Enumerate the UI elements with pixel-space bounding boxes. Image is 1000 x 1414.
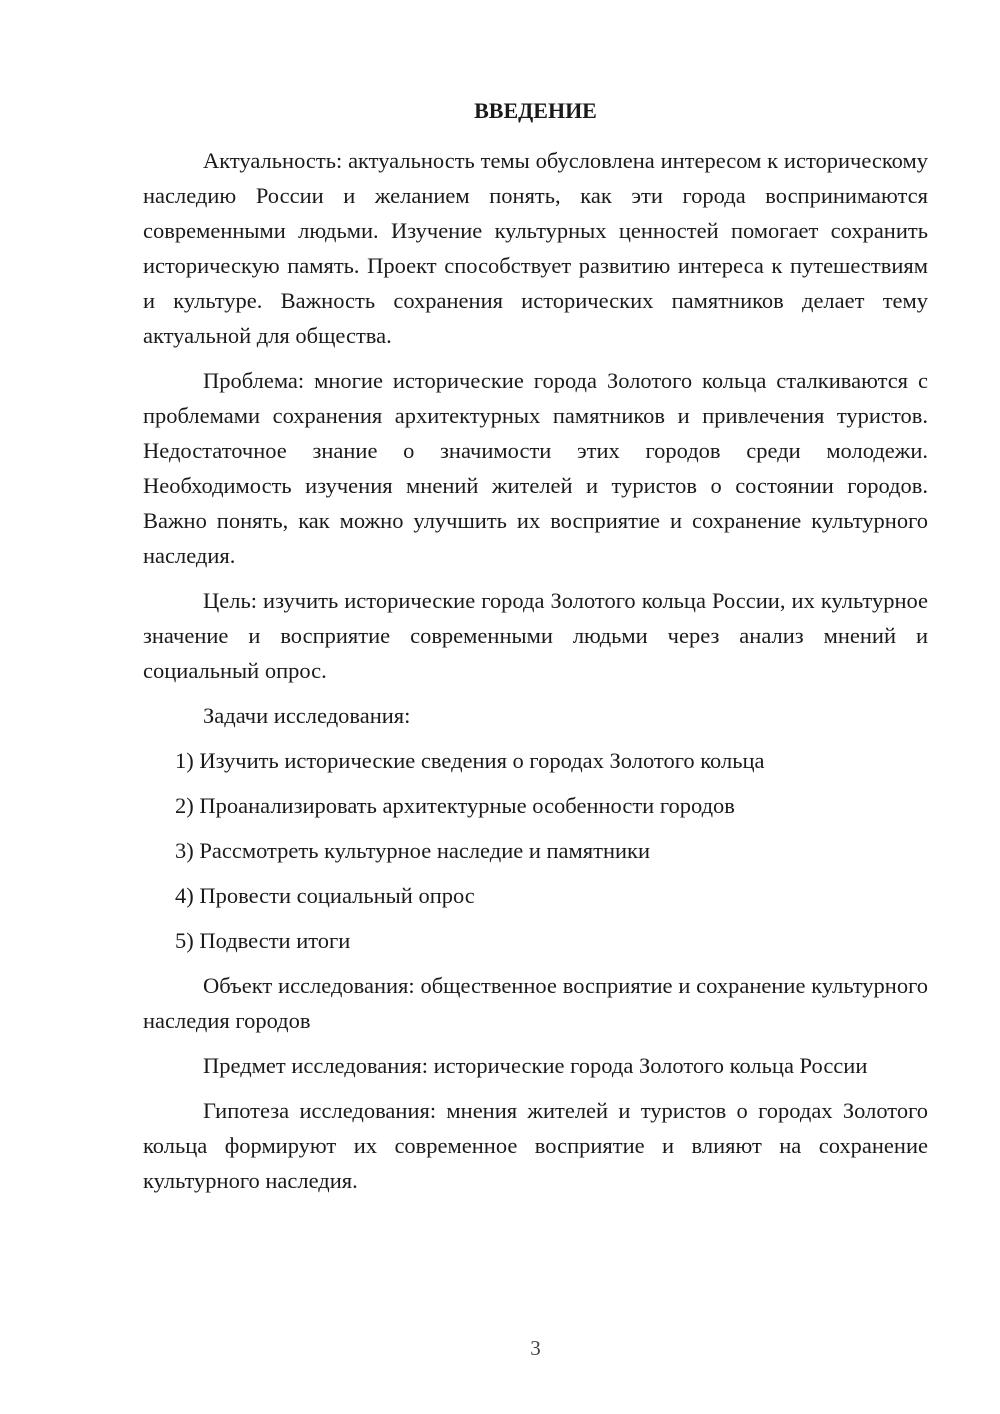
object-paragraph: Объект исследования: общественное восприятие и сохранение культурного наследия городов: [143, 973, 928, 1033]
tasks-heading: Задачи исследования:: [203, 703, 411, 728]
problem-paragraph: Проблема: многие исторические города Золотого кольца сталкиваются с проблемами сохранения архитектурных памятников и привлечения туристов. Недостаточное знание о значимости этих городов среди молодежи. Необходимость изучения мнений жителей и туристов о состоянии городов. Важно понять, как можно улучшить их восприятие и сохранение культурного наследия.: [143, 368, 928, 568]
relevance-paragraph: Актуальность: актуальность темы обусловлена интересом к историческому наследию России и желанием понять, как эти города воспринимаются современными людьми. Изучение культурных ценностей помогает сохранить историческую память. Проект способствует развитию интереса к путешествиям и культуре. Важность сохранения исторических памятников делает тему актуальной для общества.: [143, 148, 928, 348]
task-item: 3) Рассмотреть культурное наследие и памятники: [175, 838, 651, 863]
task-item: 5) Подвести итоги: [175, 928, 351, 953]
document-body: [143, 143, 928, 1208]
task-item: 1) Изучить исторические сведения о городах Золотого кольца: [175, 748, 765, 773]
subject-paragraph: Предмет исследования: исторические города Золотого кольца России: [203, 1053, 868, 1078]
page-title: ВВЕДЕНИЕ: [474, 98, 597, 123]
goal-paragraph: Цель: изучить исторические города Золотого кольца России, их культурное значение и восприятие современными людьми через анализ мнений и социальный опрос.: [143, 588, 928, 683]
document-page: [143, 0, 928, 1414]
task-item: 2) Проанализировать архитектурные особенности городов: [175, 793, 735, 818]
hypothesis-paragraph: Гипотеза исследования: мнения жителей и туристов о городах Золотого кольца формируют их современное восприятие и влияют на сохранение культурного наследия.: [143, 1098, 928, 1193]
page-number: 3: [530, 1336, 541, 1360]
task-item: 4) Провести социальный опрос: [175, 883, 475, 908]
